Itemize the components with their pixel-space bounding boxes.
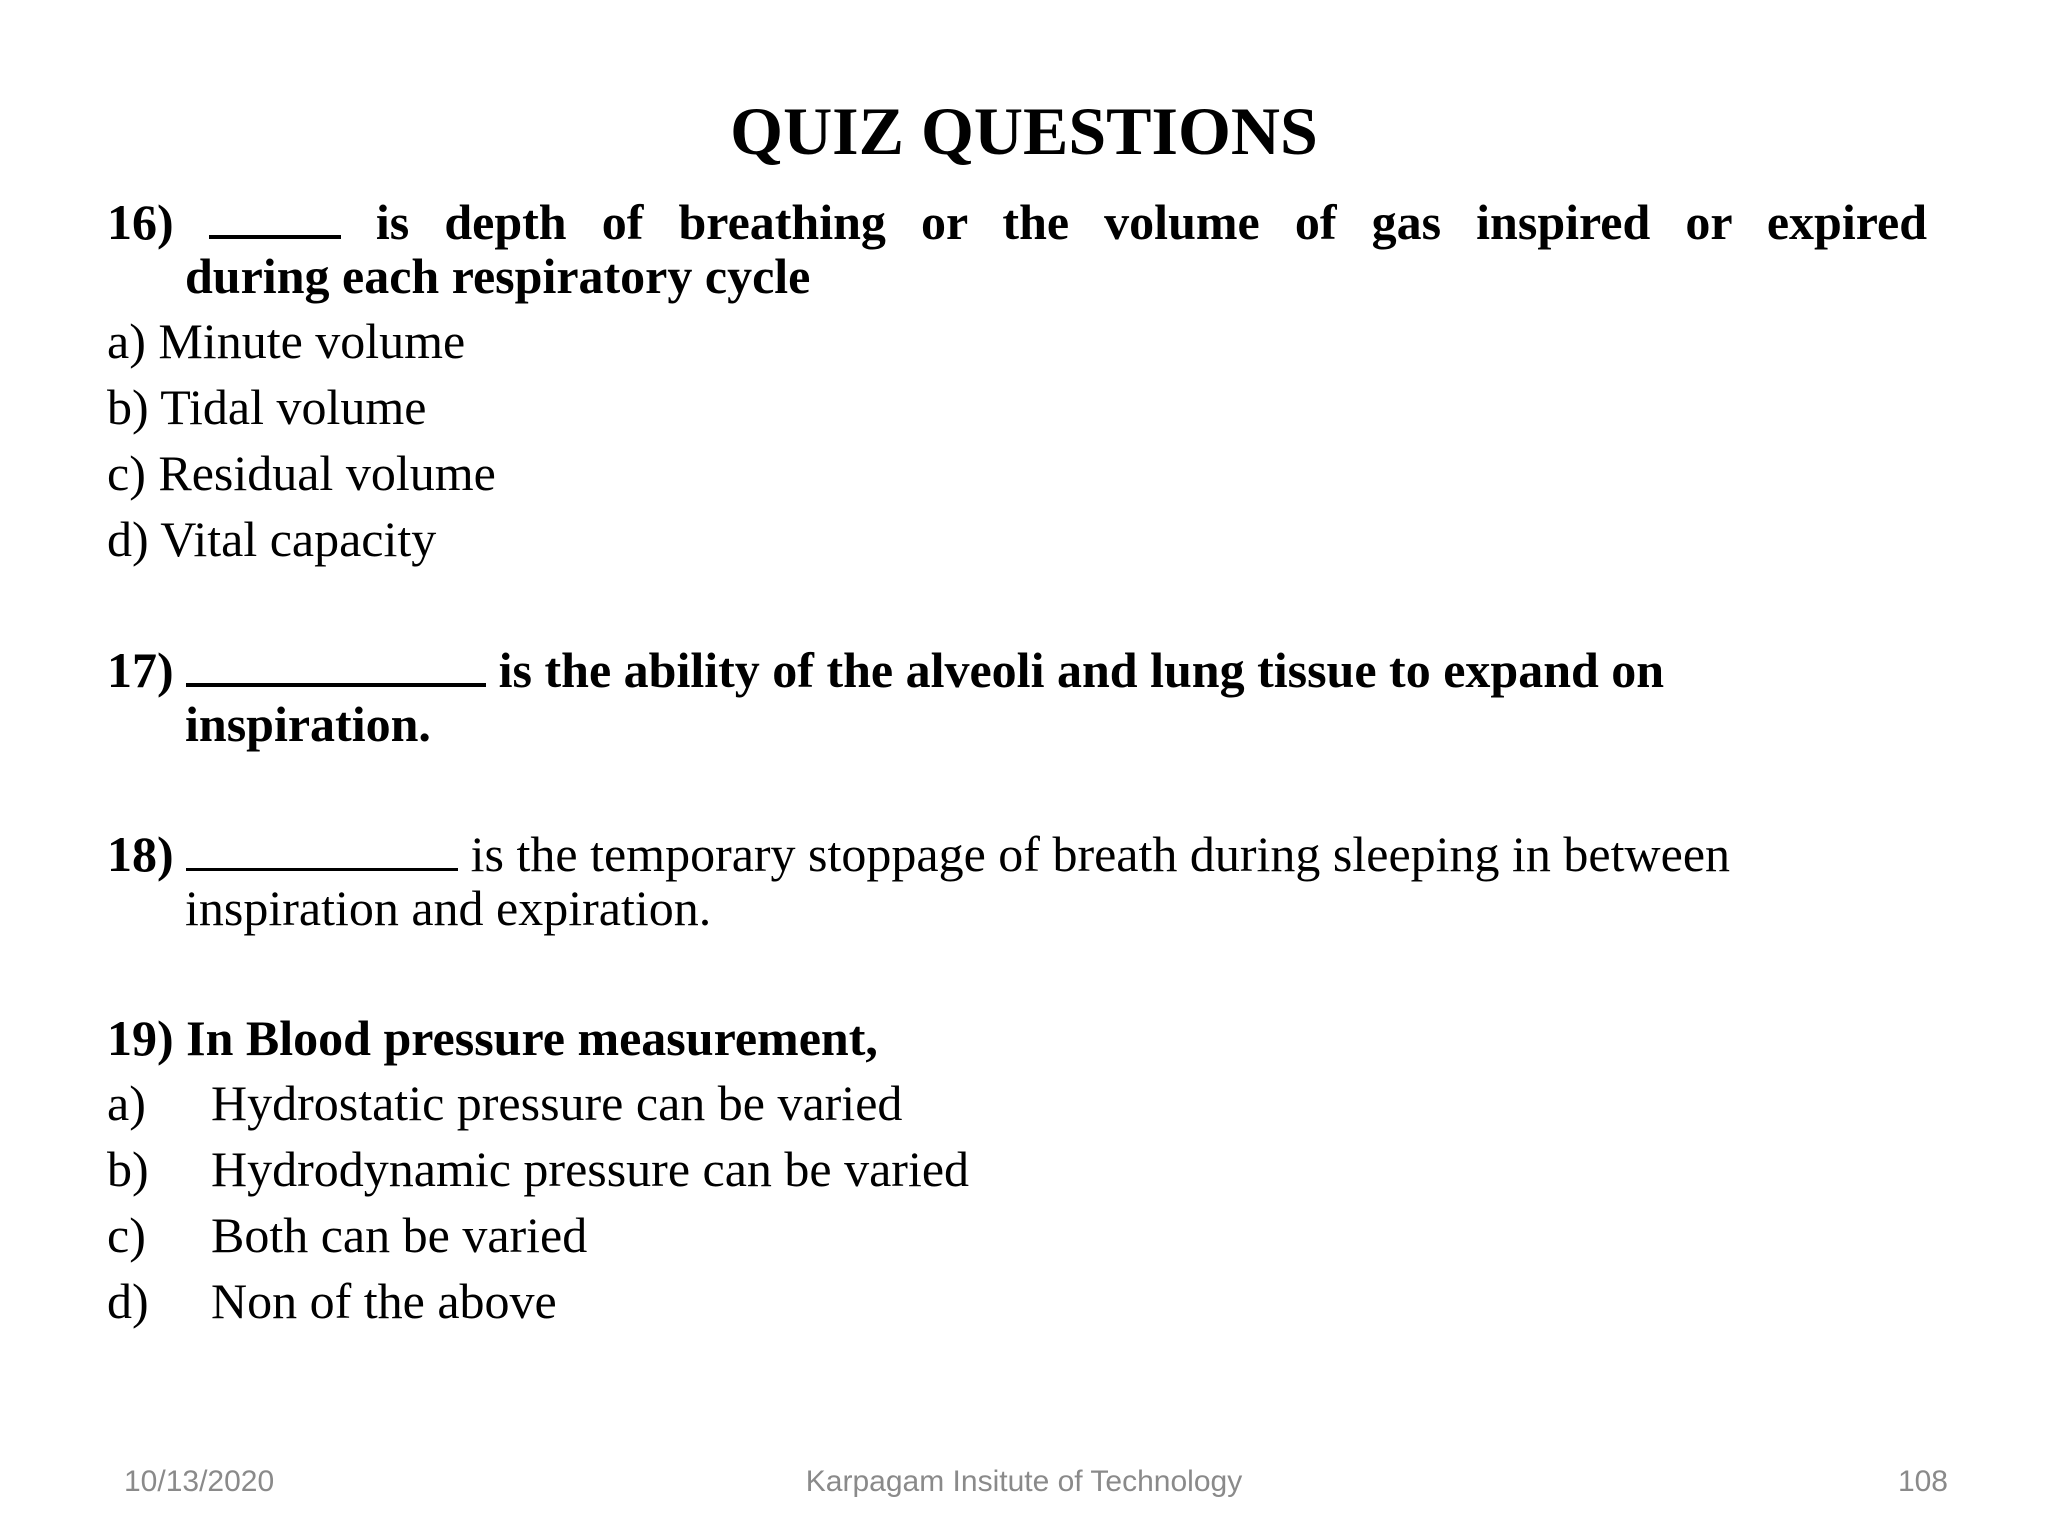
- question-16-blank: [209, 199, 341, 239]
- option-text: Hydrostatic pressure can be varied: [211, 1075, 903, 1131]
- question-16-text: is depth of breathing or the volume of gas inspired or expired: [375, 194, 1927, 250]
- option-letter: a): [107, 1075, 146, 1131]
- question-17-number: 17): [107, 642, 174, 698]
- question-18-number: 18): [107, 826, 174, 882]
- option-letter: c): [107, 1207, 146, 1263]
- footer-date: 10/13/2020: [124, 1465, 275, 1498]
- option-text: Hydrodynamic pressure can be varied: [211, 1141, 970, 1197]
- question-18-line1: [107, 827, 1927, 881]
- option-letter: b): [107, 1141, 149, 1197]
- question-18-blank: [186, 832, 458, 871]
- question-17-blank: [186, 647, 486, 687]
- question-17-text: is the ability of the alveoli and lung tissue to expand on: [498, 642, 1665, 698]
- question-16-line2: during each respiratory cycle: [185, 248, 811, 304]
- option-text: Non of the above: [211, 1273, 557, 1329]
- question-19-option-c: [107, 1202, 587, 1268]
- question-18-text: is the temporary stoppage of breath during sleeping in between: [470, 826, 1731, 882]
- footer-page-number: 108: [1897, 1465, 1948, 1498]
- slide-title: QUIZ QUESTIONS: [730, 93, 1318, 169]
- question-18-line2: inspiration and expiration.: [185, 880, 712, 936]
- question-16-number: 16): [107, 194, 174, 250]
- question-17-line1: [107, 643, 1927, 697]
- question-19-text: 19) In Blood pressure measurement,: [107, 1010, 878, 1066]
- question-16-option-c: c) Residual volume: [107, 445, 496, 501]
- question-16-option-a: a) Minute volume: [107, 313, 466, 369]
- question-16-option-b: b) Tidal volume: [107, 379, 427, 435]
- question-17-line2: inspiration.: [185, 696, 431, 752]
- question-19-option-d: [107, 1268, 557, 1334]
- option-letter: d): [107, 1273, 149, 1329]
- question-19-option-b: [107, 1136, 969, 1202]
- question-16-line1: [107, 195, 1927, 249]
- question-16-option-d: d) Vital capacity: [107, 511, 437, 567]
- option-text: Both can be varied: [211, 1207, 588, 1263]
- question-19-option-a: [107, 1070, 902, 1136]
- footer-institution: Karpagam Insitute of Technology: [805, 1465, 1243, 1498]
